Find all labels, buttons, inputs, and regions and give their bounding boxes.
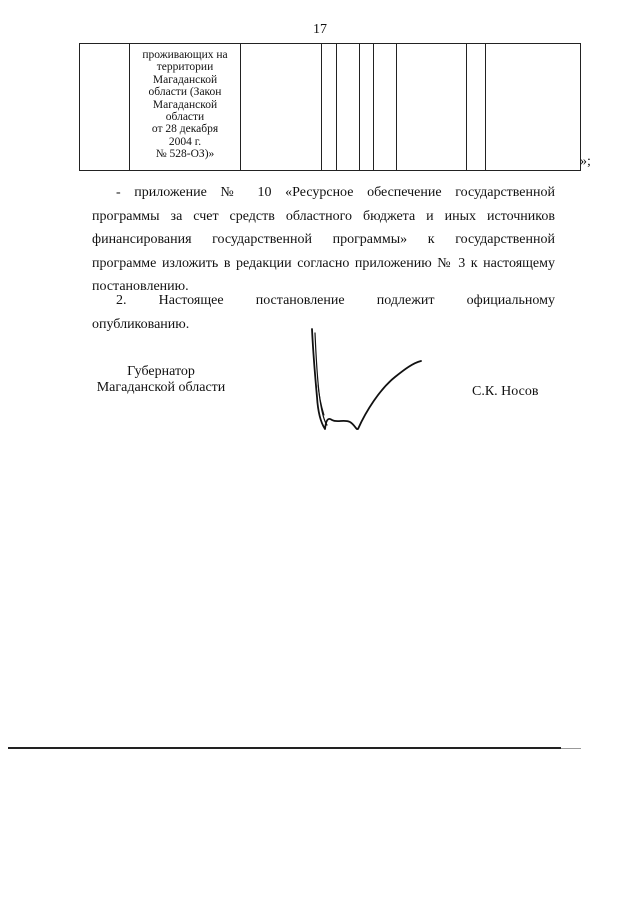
paragraph-line: опубликованию. [92, 316, 190, 332]
paragraph-line: постановлению. [92, 279, 189, 294]
table-cell [360, 44, 374, 171]
paragraph-line: программе изложить в редакции согласно приложению № 3 к настоящему [92, 255, 555, 271]
cell-text-line: Магаданской [152, 73, 218, 86]
table-closing-quote: »; [580, 154, 591, 169]
cell-text-line: 2004 г. [168, 135, 202, 148]
cell-text-line: № 528-ОЗ)» [155, 148, 215, 161]
continuation-table [79, 43, 581, 171]
cell-text-line: проживающих на [142, 49, 228, 61]
cell-text-line: области (Закон [148, 86, 222, 99]
cell-text-line: от 28 декабря [151, 123, 219, 136]
table-cell [241, 44, 322, 171]
cell-text-line: области [165, 111, 205, 124]
signature-image [300, 325, 430, 440]
table-cell [337, 44, 360, 171]
table-cell [374, 44, 397, 171]
paragraph-line: программы за счет средств областного бюджета и иных источников [92, 208, 555, 224]
table-cell [486, 44, 581, 171]
paragraph-line: - приложение № 10 «Ресурсное обеспечение государственной [116, 185, 555, 200]
cell-text-line: Магаданской [152, 98, 218, 111]
table-cell [322, 44, 337, 171]
cell-text-line: территории [156, 61, 214, 74]
paragraph-line: финансирования государственной программы» к государственной [92, 232, 555, 247]
signatory-name: С.К. Носов [472, 384, 539, 399]
signatory-title-line: Магаданской области [96, 380, 226, 395]
table-cell-description [130, 44, 241, 171]
page-number: 17 [313, 22, 327, 37]
divider-line-tail [561, 748, 581, 749]
table-row [80, 44, 581, 171]
signatory-title [86, 364, 236, 396]
table-cell [80, 44, 130, 171]
paragraph-line: 2. Настоящее постановление подлежит официальному [116, 293, 555, 308]
table-cell [397, 44, 467, 171]
table-cell [467, 44, 486, 171]
signatory-title-line: Губернатор [127, 364, 195, 379]
paragraph-appendix [92, 181, 555, 299]
divider-line [8, 747, 561, 749]
